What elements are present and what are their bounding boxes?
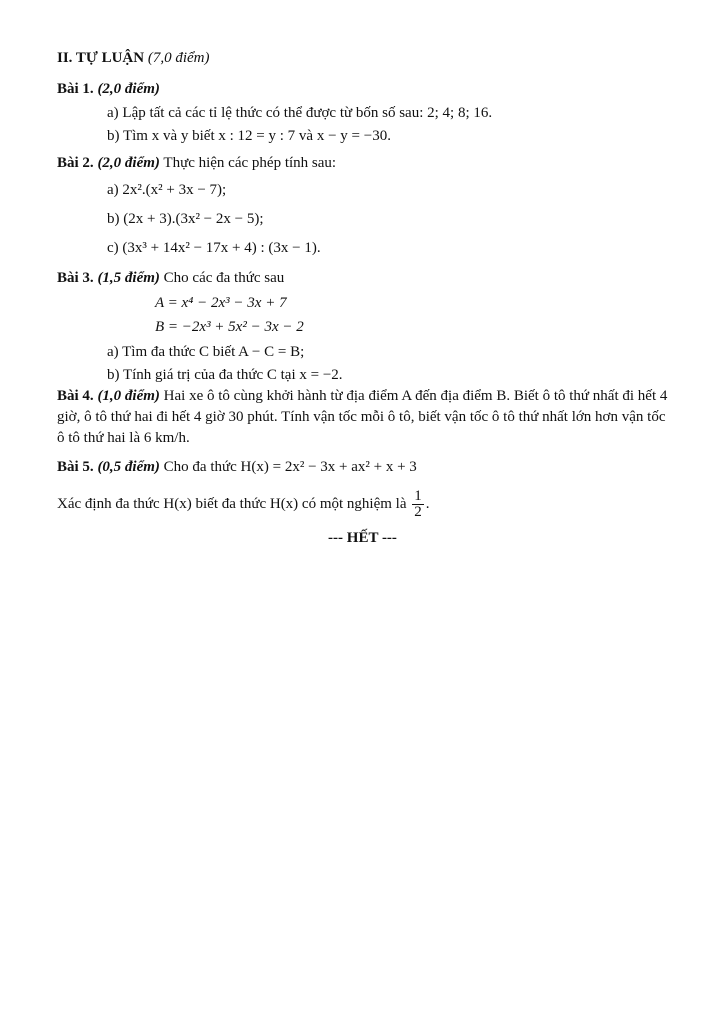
bai2-intro: Thực hiện các phép tính sau: (163, 155, 337, 171)
bai1-part-b: b) Tìm x và y biết x : 12 = y : 7 và x − y = −30. (107, 128, 391, 144)
bai3-label: Bài 3. (57, 270, 94, 286)
bai4-text: Hai xe ô tô cùng khởi hành từ địa điểm A đến địa điểm B. Biết ô tô thứ nhất đi hết 4 giờ, ô tô thứ hai đi hết 4 giờ 30 phút. Tính vận tốc mỗi ô tô, biết vận tốc ô tô thứ nhất lớn hơn vận tốc ô tô thứ hai là 6 km/h. (57, 388, 668, 446)
bai1-points: (2,0 điểm) (97, 81, 160, 97)
polynomial-b: B = −2x³ + 5x² − 3x − 2 (155, 319, 304, 335)
bai2-part-b: b) (2x + 3).(3x² − 2x − 5); (107, 211, 264, 227)
fraction-denominator: 2 (414, 504, 422, 521)
bai5-end-punct: . (425, 496, 430, 512)
bai2-points: (2,0 điểm) (97, 155, 160, 171)
fraction-numerator: 1 (414, 488, 422, 505)
section-title: II. TỰ LUẬN (57, 50, 145, 66)
bai3-part-b: b) Tính giá trị của đa thức C tại x = −2. (107, 367, 343, 383)
bai5-question (57, 486, 430, 522)
bai1-label: Bài 1. (57, 81, 94, 97)
bai5-text: Xác định đa thức H(x) biết đa thức H(x) có một nghiệm là (57, 496, 407, 512)
bai5-label: Bài 5. (57, 459, 94, 475)
bai2-heading (57, 153, 336, 173)
bai3-part-a: a) Tìm đa thức C biết A − C = B; (107, 344, 305, 360)
bai2-part-c: c) (3x³ + 14x² − 17x + 4) : (3x − 1). (107, 240, 321, 256)
bai1-heading (57, 79, 160, 99)
polynomial-a: A = x⁴ − 2x³ − 3x + 7 (155, 295, 287, 311)
bai5-points: (0,5 điểm) (97, 459, 160, 475)
bai3-points: (1,5 điểm) (97, 270, 160, 286)
bai5-heading (57, 457, 417, 477)
bai3-heading (57, 268, 284, 288)
bai4-label: Bài 4. (57, 388, 94, 404)
fraction (412, 489, 424, 520)
end-marker: --- HẾT --- (328, 530, 397, 546)
bai4-points: (1,0 điểm) (97, 388, 160, 404)
bai2-part-a: a) 2x².(x² + 3x − 7); (107, 182, 227, 198)
section-heading (57, 48, 210, 68)
bai1-part-a: a) Lập tất cả các tỉ lệ thức có thể được từ bốn số sau: 2; 4; 8; 16. (107, 105, 493, 121)
bai4-paragraph (57, 386, 669, 449)
bai3-intro: Cho các đa thức sau (163, 270, 285, 286)
section-points: (7,0 điểm) (147, 50, 210, 66)
bai2-label: Bài 2. (57, 155, 94, 171)
bai5-intro: Cho đa thức H(x) = 2x² − 3x + ax² + x + 3 (163, 459, 417, 475)
